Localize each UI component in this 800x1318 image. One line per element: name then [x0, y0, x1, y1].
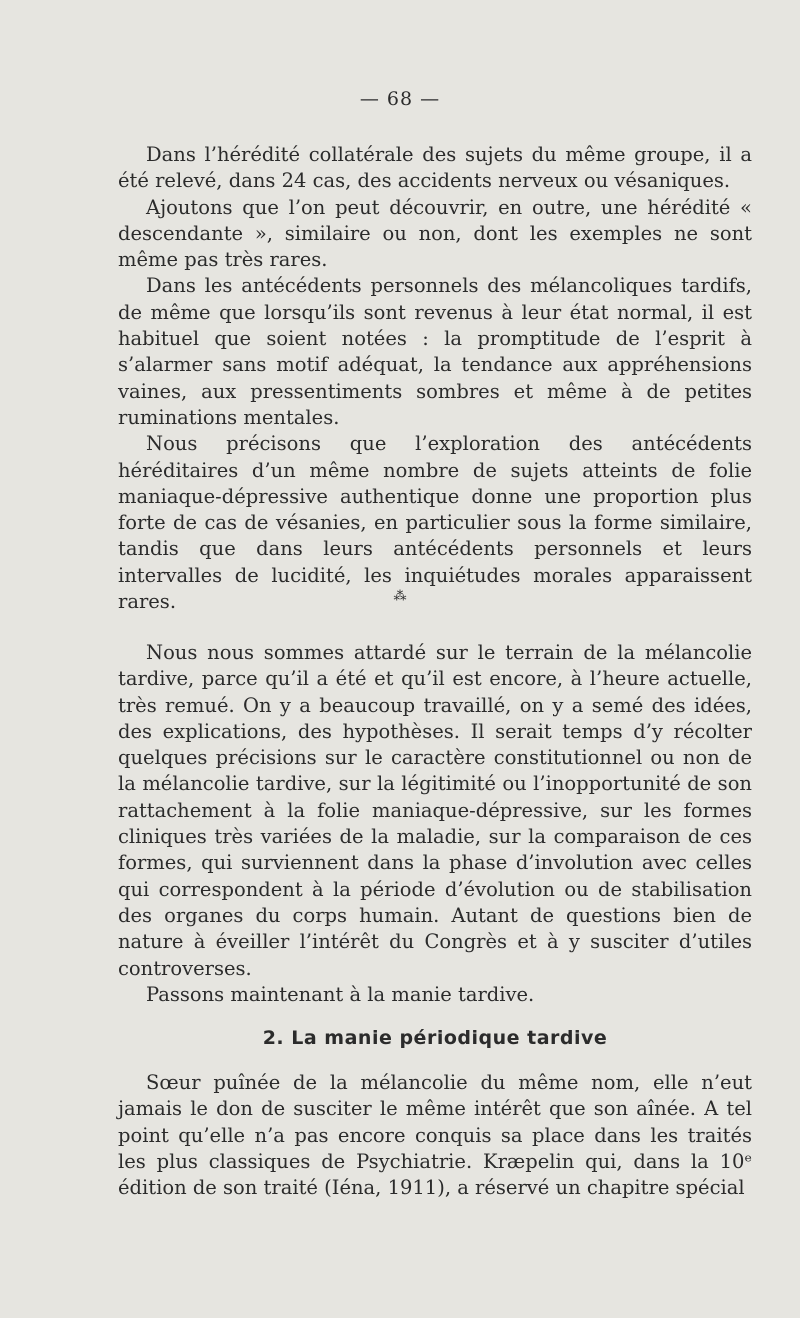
- paragraph: Nous précisons que l’exploration des antécédents héréditaires d’un même nombre de sujets atteints de folie maniaque-dépressive authentique donne une proportion plus forte de cas de vésanies, en particulier sous la forme similaire, tandis que dans leurs antécédents personnels et leurs intervalles de lucidité, les inquiétudes morales apparaissent rares.: [118, 432, 752, 614]
- asterism-separator: ⁂: [393, 589, 407, 604]
- paragraph: Ajoutons que l’on peut découvrir, en outre, une hérédité « descendante », similaire ou non, dont les exemples ne sont même pas très rares.: [118, 195, 752, 272]
- section-heading: 2. La manie périodique tardive: [262, 1027, 608, 1049]
- text-block-heredity: [118, 142, 752, 615]
- paragraph: Sœur puînée de la mélancolie du même nom, elle n’eut jamais le don de susciter le même intérêt que son aînée. A tel point qu’elle n’a pas encore conquis sa place dans les traités les plus classiques de Psychiatrie. Kræpelin qui, dans la 10ᵉ édition de son traité (Iéna, 1911), a réservé un chapitre spécial: [118, 1071, 752, 1200]
- paragraph: Nous nous sommes attardé sur le terrain de la mélancolie tardive, parce qu’il a été et qu’il est encore, à l’heure actuelle, très remué. On y a beaucoup travaillé, on y a semé des idées, des explications, des hypothèses. Il serait temps d’y récolter quelques précisions sur le caractère constitutionnel ou non de la mélancolie tardive, sur la légitimité ou l’inopportunité de son rattachement à la folie maniaque-dépressive, sur les formes cliniques très variées de la maladie, sur la comparaison de ces formes, qui surviennent dans la phase d’involution avec celles qui correspondent à la période d’évolution ou de stabilisation des organes du corps humain. Autant de questions bien de nature à éveiller l’intérêt du Congrès et à y susciter d’utiles controverses.: [118, 641, 752, 980]
- paragraph: Dans les antécédents personnels des mélancoliques tardifs, de même que lorsqu’ils sont revenus à leur état normal, il est habituel que soient notées : la promptitude de l’esprit à s’alarmer sans motif adéquat, la tendance aux appréhensions vaines, aux pressentiments sombres et même à de petites ruminations mentales.: [118, 274, 752, 429]
- text-block-melancholy: [118, 640, 752, 1008]
- page-number: — 68 —: [359, 88, 441, 110]
- text-block-mania: [118, 1070, 752, 1201]
- paragraph: Passons maintenant à la manie tardive.: [146, 982, 535, 1006]
- paragraph: Dans l’hérédité collatérale des sujets du même groupe, il a été relevé, dans 24 cas, des accidents nerveux ou vésaniques.: [118, 143, 752, 193]
